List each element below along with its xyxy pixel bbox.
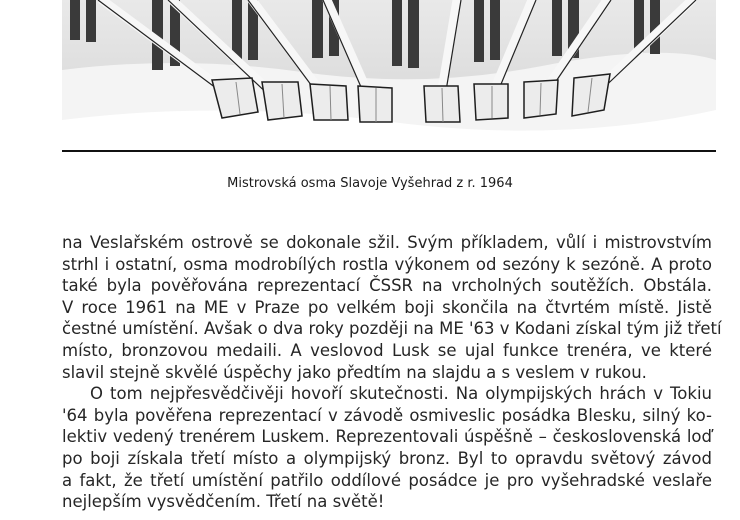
rowing-eight-photo-illustration xyxy=(62,0,716,150)
text-line: V roce 1961 na ME v Praze po velkém boji skončila na čtvrtém místě. Jistě xyxy=(62,297,712,317)
text-line: nejlepším vysvědčením. Třetí na světě! xyxy=(62,492,385,512)
text-line: také byla pověřována reprezentací ČSSR na vrcholných soutěžích. Obstála. xyxy=(62,276,712,296)
body-text xyxy=(62,232,722,513)
team-photo xyxy=(62,0,716,152)
text-line: '64 byla pověřena reprezentací v závodě osmiveslic posádka Blesku, silný ko- xyxy=(62,405,712,425)
text-line: strhl i ostatní, osma modrobílých rostla výkonem od sezóny k sezóně. A proto xyxy=(62,254,712,274)
text-line: lektiv vedený trenérem Luskem. Reprezentovali úspěšně – československá loď xyxy=(62,427,712,447)
photo-caption: Mistrovská osma Slavoje Vyšehrad z r. 1964 xyxy=(227,176,513,191)
text-line: místo, bronzovou medaili. A veslovod Lusk se ujal funkce trenéra, ve které xyxy=(62,340,712,360)
text-line: na Veslařském ostrově se dokonale sžil. Svým příkladem, vůlí i mistrovstvím xyxy=(62,233,712,252)
text-line: slavil stejně skvělé úspěchy jako předtím na slajdu a s veslem v rukou. xyxy=(62,362,647,382)
text-line: a fakt, že třetí umístění patřilo oddílové posádce je pro vyšehradské veslaře xyxy=(62,470,712,490)
text-line: čestné umístění. Avšak o dva roky později na ME '63 v Kodani získal tým již třetí xyxy=(62,319,722,339)
text-line: O tom nejpřesvědčivěji hovoří skutečnosti. Na olympijských hrách v Tokiu xyxy=(90,384,712,404)
text-line: po boji získala třetí místo a olympijský bronz. Byl to opravdu světový závod xyxy=(62,448,712,468)
